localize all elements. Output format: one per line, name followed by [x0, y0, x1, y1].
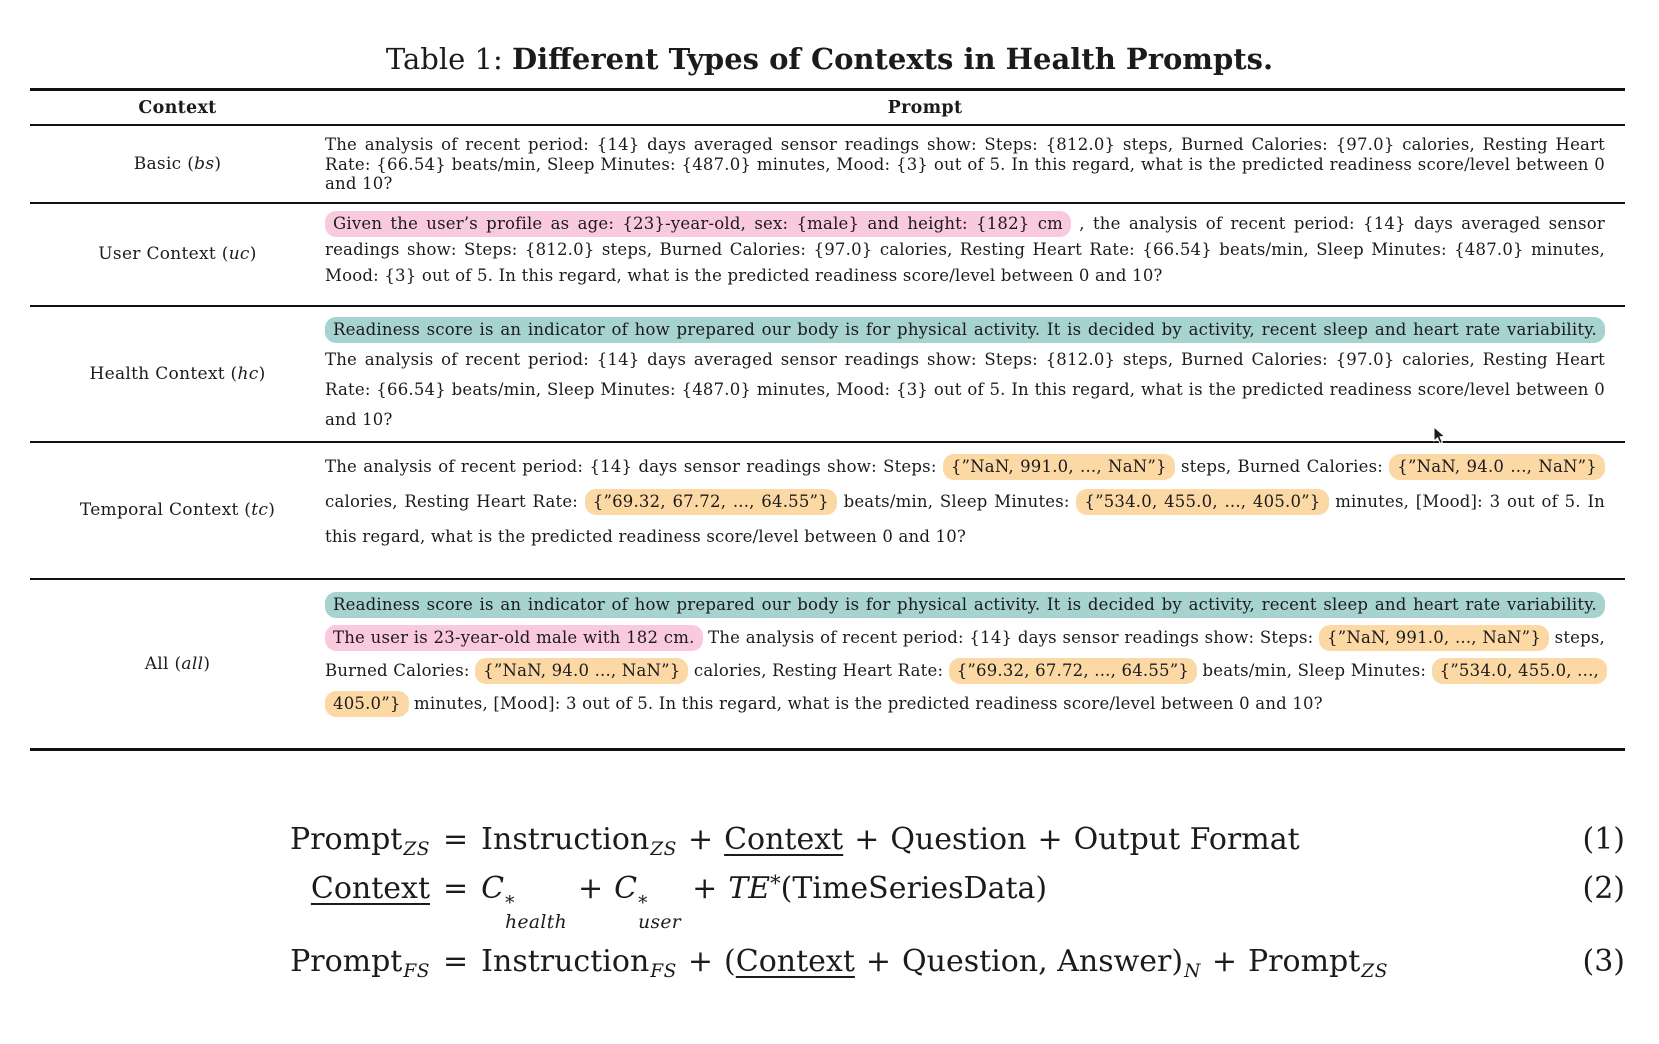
- highlight-teal: Readiness score is an indicator of how prepared our body is for physical activity. It is decided by activity, recent sleep and heart rate variability.: [325, 317, 1605, 343]
- table-row: [30, 126, 1625, 204]
- eq-sub: ZS: [403, 838, 430, 860]
- eq-op: +: [1211, 944, 1237, 980]
- superscript: *: [505, 893, 515, 915]
- prompt-text: The analysis of recent period: {14} days sensor readings show: Steps:: [325, 456, 943, 476]
- prompt-text: calories, Resting Heart: [688, 660, 898, 680]
- table-row: [30, 204, 1625, 307]
- table-row: [30, 443, 1625, 580]
- eq-sub: ZS: [1361, 961, 1388, 983]
- eq-text: Prompt: [1247, 944, 1361, 980]
- prompt-text: minutes, [Mood]: 3 out of 5. In this regard, what is the predicted readiness score/level between 0 and 10?: [325, 491, 1605, 546]
- prompt-text: The analysis of recent period: {14} days averaged sensor readings show: Steps: {812.0} steps, Burned Calories: {97.0} calories, Resting Heart Rate: {66.54} beats/min, Sleep Minutes: {487.0} minutes, Mood: {3} out of 5. In this regard, what is the predicted readiness score/level between 0 and 10?: [325, 135, 1605, 193]
- prompt-cell: [325, 126, 1625, 202]
- prompt-text: , the analysis of recent period: {14} days averaged sensor readings show: Steps: {812.0} steps, Burned Calories: {97.0} calories, Resting Heart Rate: {66.54} beats/min, Sleep Minutes: {487.0} minutes, Mood: {3} out of 5. In this regard, what is the predicted readiness score/level between 0 and 10?: [325, 213, 1605, 285]
- eq-under: Context: [735, 944, 855, 980]
- prompt-cell: [325, 307, 1625, 441]
- eq-ital: C: [614, 870, 638, 906]
- highlight-pink: Given the user’s profile as age: {23}-year-old, sex: {male} and height: {182} cm: [325, 211, 1071, 237]
- equation-lhs: [198, 944, 430, 982]
- highlight-orange: {”69.32, 67.72, ..., 64.55”}: [585, 489, 837, 515]
- eq-op: +: [865, 944, 892, 980]
- table-header-row: [30, 91, 1625, 126]
- context-label: Health Context ( hc ): [89, 363, 266, 384]
- prompt-text: The analysis of recent period: {14} days sensor readings show: Steps:: [702, 627, 1320, 647]
- column-header-context: Context: [138, 98, 217, 118]
- eq-ital: C: [481, 870, 505, 906]
- eq-sub: ZS: [650, 838, 677, 860]
- equation-number: (1): [1582, 822, 1625, 857]
- highlight-orange: {”NaN, 94.0 ..., NaN”}: [1389, 454, 1605, 480]
- prompt-cell: [325, 204, 1625, 305]
- eq-sub: N: [1184, 961, 1201, 983]
- table-caption: [0, 0, 1659, 76]
- eq-op: +: [854, 822, 880, 857]
- highlight-orange: {”534.0, 455.0, ..., 405.0”}: [325, 658, 1607, 717]
- highlight-orange: {”NaN, 991.0, ..., NaN”}: [1319, 625, 1549, 651]
- equals-sign: =: [443, 870, 469, 906]
- eq-under: Context: [310, 870, 430, 906]
- equation: [30, 822, 1625, 860]
- context-abbr: tc: [251, 500, 269, 520]
- prompt-text: steps, Burned Calories:: [325, 627, 1605, 680]
- highlight-pink: The user is 23-year-old male with 182 cm.: [325, 625, 703, 651]
- context-abbr: bs: [194, 153, 215, 174]
- highlight-orange: {”534.0, 455.0, ..., 405.0”}: [1076, 489, 1328, 515]
- context-abbr: all: [181, 653, 204, 674]
- script-stack: [638, 895, 681, 933]
- eq-sub: FS: [650, 961, 677, 983]
- equation-number: (3): [1582, 944, 1625, 980]
- subscript: user: [638, 912, 682, 934]
- eq-text: Instruction: [481, 822, 650, 857]
- eq-text: Question: [890, 822, 1027, 857]
- highlight-orange: {”NaN, 991.0, ..., NaN”}: [943, 454, 1175, 480]
- eq-text: Question, Answer): [902, 944, 1184, 980]
- eq-op: +: [687, 944, 714, 980]
- highlight-orange: {”69.32, 67.72, ..., 64.55”}: [949, 658, 1197, 684]
- context-abbr: hc: [237, 363, 259, 384]
- equation-lhs: [198, 822, 430, 860]
- equation-rhs: [481, 871, 1047, 933]
- table-caption-prefix: Table 1:: [385, 42, 512, 76]
- eq-text: Instruction: [481, 944, 650, 980]
- context-label: Basic ( bs ): [133, 153, 222, 174]
- eq-op: +: [692, 870, 718, 906]
- eq-under: Context: [724, 822, 844, 857]
- prompt-cell: [325, 580, 1625, 748]
- equation-lhs: [198, 871, 430, 906]
- eq-op: +: [687, 822, 714, 857]
- eq-text: (TimeSeriesData): [780, 870, 1048, 906]
- equals-sign: =: [443, 822, 469, 857]
- context-label: User Context ( uc ): [98, 244, 257, 264]
- prompt-text: beats/min, Sleep Minutes:: [1197, 660, 1432, 680]
- superscript: *: [638, 893, 648, 915]
- prompt-text: beats/min, Sleep Minutes:: [836, 491, 1077, 511]
- script-stack: [505, 895, 567, 933]
- equation: [30, 871, 1625, 933]
- equation-number: (2): [1582, 870, 1625, 906]
- highlight-orange: {”NaN, 94.0 ..., NaN”}: [475, 658, 688, 684]
- subscript: health: [505, 912, 567, 934]
- column-header-prompt: Prompt: [887, 98, 963, 118]
- prompt-text: minutes, [Mood]: 3 out of 5. In this regard, what is the predicted readiness score/level between 0 and 10?: [408, 693, 1323, 713]
- equation-rhs: [481, 822, 1300, 860]
- equation: [30, 944, 1625, 982]
- equation-rhs: [481, 944, 1388, 982]
- highlight-teal: Readiness score is an indicator of how prepared our body is for physical activity. It is decided by activity, recent sleep and heart rate variability.: [325, 592, 1605, 618]
- prompt-cell: [325, 443, 1625, 578]
- table-row: [30, 307, 1625, 443]
- prompt-text: steps, Burned Calories:: [1174, 456, 1390, 476]
- eq-text: Prompt: [290, 822, 403, 857]
- prompt-text: Rate:: [897, 660, 949, 680]
- table-body: [30, 126, 1625, 748]
- eq-text: (: [724, 944, 736, 980]
- mouse-cursor: [1433, 426, 1446, 445]
- equations-block: [30, 822, 1625, 993]
- eq-op: +: [577, 870, 604, 906]
- eq-text: Output Format: [1073, 822, 1300, 857]
- table-caption-title: Different Types of Contexts in Health Prompts.: [511, 42, 1274, 76]
- context-label: All ( all ): [144, 653, 211, 674]
- eq-text: Prompt: [290, 944, 403, 980]
- contexts-table: [30, 88, 1625, 751]
- eq-sub: FS: [403, 961, 430, 983]
- prompt-text: calories, Resting Heart Rate:: [325, 491, 585, 511]
- table-row: [30, 580, 1625, 748]
- eq-op: +: [1037, 822, 1063, 857]
- context-abbr: uc: [228, 244, 250, 264]
- eq-sup: *: [770, 871, 781, 896]
- context-label: Temporal Context ( tc ): [79, 500, 276, 520]
- eq-ital: TE: [728, 870, 771, 906]
- prompt-text: The analysis of recent period: {14} days averaged sensor readings show: Steps: {812.0} steps, Burned Calories: {97.0} calories, Resting Heart Rate: {66.54} beats/min, Sleep Minutes: {487.0} minutes, Mood: {3} out of 5. In this regard, what is the predicted readiness score/level between 0 and 10?: [325, 349, 1605, 429]
- equals-sign: =: [443, 944, 469, 980]
